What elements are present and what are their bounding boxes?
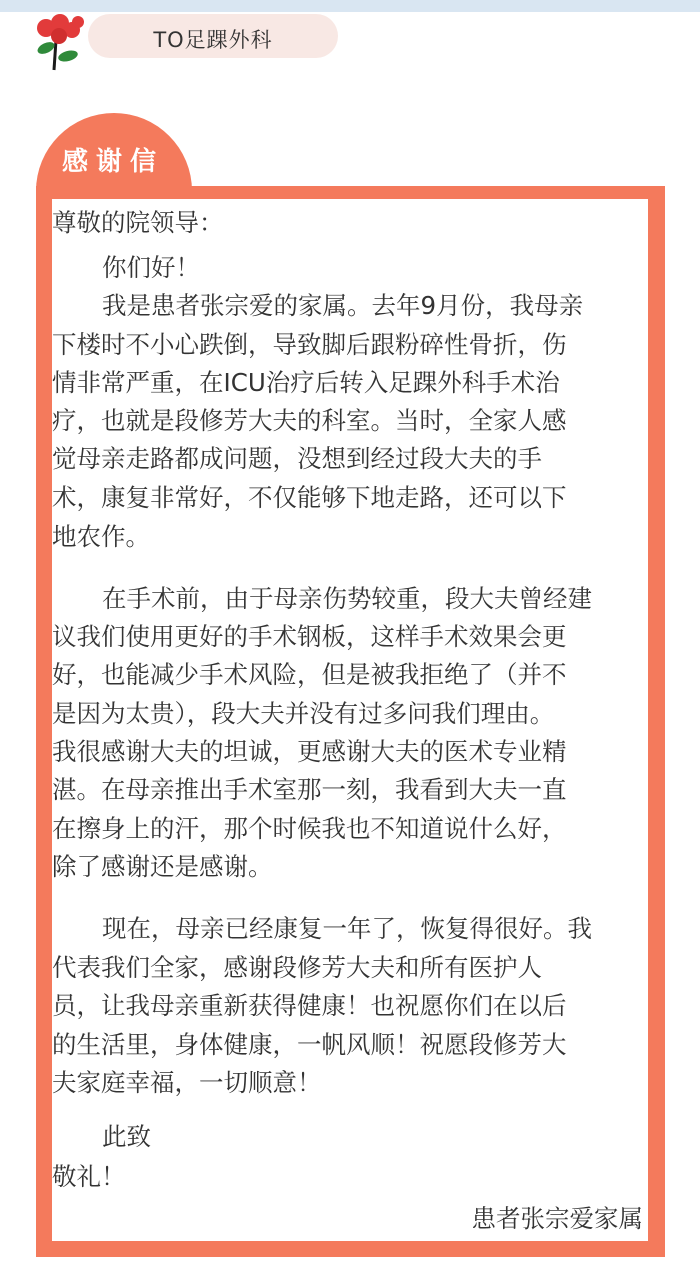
paragraph-line: 员，让我母亲重新获得健康！也祝愿你们在以后 [52,991,567,1020]
paragraph-line: 代表我们全家，感谢段修芳大夫和所有医护人 [52,953,542,982]
top-bar [0,0,700,12]
flower-icon [32,10,92,74]
paragraph-line: 情非常严重，在ICU治疗后转入足踝外科手术治 [52,368,560,397]
paragraph-line: 除了感谢还是感谢。 [52,852,273,881]
paragraph-line: 我很感谢大夫的坦诚，更感谢大夫的医术专业精 [52,737,567,766]
paragraph-line: 下楼时不小心跌倒，导致脚后跟粉碎性骨折，伤 [52,330,567,359]
department-pill [88,14,338,58]
letter-paper [52,199,648,1241]
paragraph-line: 议我们使用更好的手术钢板，这样手术效果会更 [52,622,567,651]
closing-line: 此致 [102,1122,151,1151]
paragraph-line: 我是患者张宗爱的家属。去年9月份，我母亲 [102,291,584,320]
paragraph-line: 在擦身上的汗，那个时候我也不知道说什么好， [52,814,567,843]
paragraph-line: 的生活里，身体健康，一帆风顺！祝愿段修芳大 [52,1030,567,1059]
paragraph-line: 是因为太贵），段大夫并没有过多问我们理由。 [52,699,555,728]
paragraph-line: 术，康复非常好，不仅能够下地走路，还可以下 [52,483,567,512]
paragraph-line: 夫家庭幸福，一切顺意！ [52,1068,322,1097]
paragraph-line: 地农作。 [52,522,150,551]
greeting: 你们好！ [102,253,200,282]
signature: 患者张宗爱家属 [471,1204,643,1233]
paragraph-line: 好，也能减少手术风险，但是被我拒绝了（并不 [52,660,567,689]
paragraph-line: 现在，母亲已经康复一年了，恢复得很好。我 [102,914,592,943]
paragraph-line: 在手术前，由于母亲伤势较重，段大夫曾经建 [102,584,592,613]
paragraph-line: 湛。在母亲推出手术室那一刻，我看到大夫一直 [52,775,567,804]
salutation: 尊敬的院领导： [52,208,224,237]
department-label: TO足踝外科 [153,28,273,52]
paragraph-line: 觉母亲走路都成问题，没想到经过段大夫的手 [52,444,542,473]
letter-title: 感谢信 [62,147,165,177]
paragraph-line: 疗，也就是段修芳大夫的科室。当时，全家人感 [52,406,567,435]
closing-line: 敬礼！ [52,1162,126,1191]
